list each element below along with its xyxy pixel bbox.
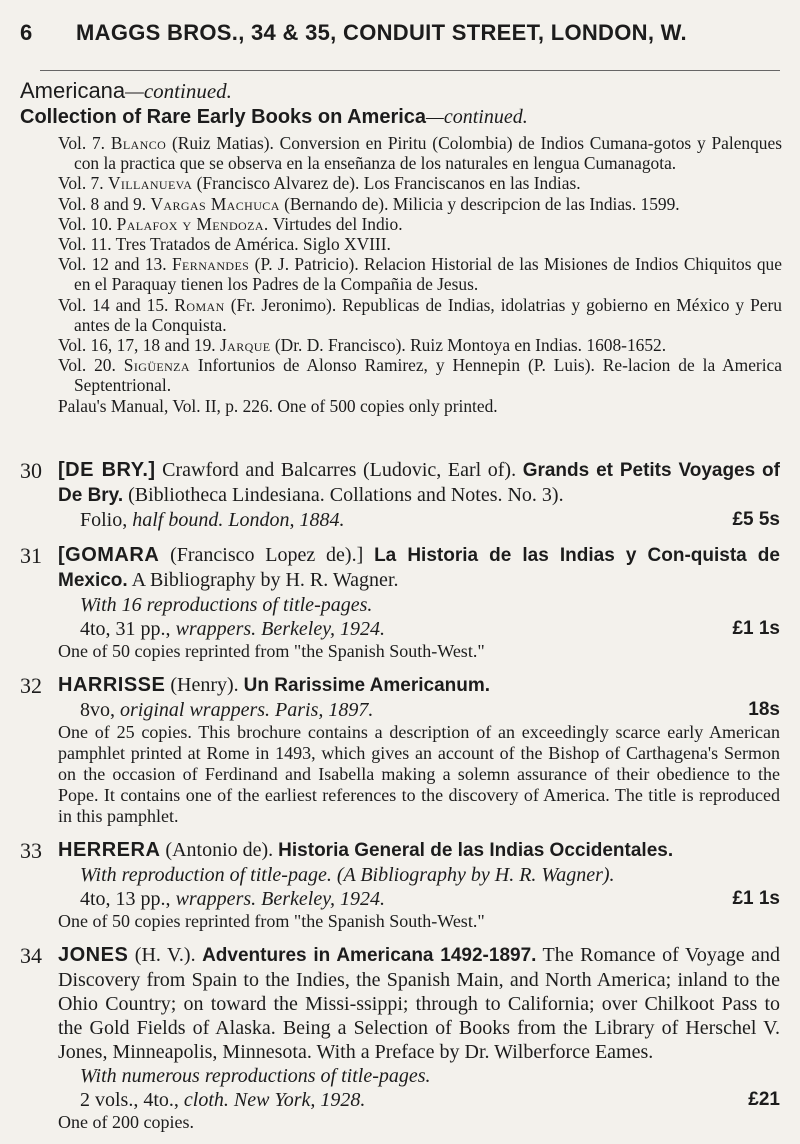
entry-note: One of 200 copies. (58, 1112, 194, 1132)
volume-entries (58, 133, 782, 396)
section-title: Americana (20, 78, 126, 103)
entry-author: [DE BRY.] (58, 459, 156, 481)
entry-heading (58, 673, 780, 698)
volume-entry (58, 173, 782, 193)
volume-entry (58, 335, 782, 355)
entry-physical (58, 617, 780, 641)
entry-number: 33 (20, 838, 42, 863)
entry-format: 4to, 31 pp., (80, 618, 176, 640)
illustrations-text: With 16 reproductions of title-pages. (80, 594, 373, 616)
entry-note: One of 50 copies reprinted from "the Spanish South-West." (58, 641, 485, 661)
volume-author: Fernandes (171, 254, 250, 275)
entry-physical (58, 1088, 780, 1112)
entry-binding: wrappers. (175, 888, 257, 910)
volume-text: (P. J. Patricio). Relacion Historial de las Misiones de Indios Chiquitos que en el Paraquay tienen los Padres de la Compañia de Jesus. (74, 254, 782, 295)
entry-text: (Antonio de). (160, 839, 279, 861)
entry-imprint: London, 1884. (228, 509, 345, 531)
illustrations-text: With reproduction of title-page. (A Bibliography by H. R. Wagner). (80, 864, 615, 886)
entry-number: 31 (20, 543, 42, 568)
catalogue-entry (20, 673, 780, 827)
entry-binding: wrappers. (175, 618, 257, 640)
catalogue-entry (20, 943, 780, 1133)
entry-title: Grands et Petits Voyages of De Bry. (58, 460, 780, 506)
entry-binding: original wrappers. (120, 699, 271, 721)
entry-body (58, 838, 780, 932)
volume-entry (58, 133, 782, 173)
entry-imprint: New York, 1928. (233, 1089, 366, 1111)
catalogue-entry (20, 543, 780, 662)
entry-heading (58, 943, 780, 1064)
volume-number: Vol. 11. (58, 234, 116, 255)
entry-author: JONES (58, 944, 129, 966)
entry-title: Un Rarissime Americanum. (243, 675, 491, 696)
volume-author: Jarque (220, 335, 271, 356)
entry-number: 30 (20, 458, 42, 483)
volume-text: (Ruiz Matias). Conversion en Piritu (Colombia) de Indios Cumana-gotos y Palenques con la practica que se observa en la enseñanza de los naturales en lengua Cumanagota. (74, 133, 782, 174)
volume-number: Vol. 20. (58, 355, 124, 376)
entry-price: £5 5s (732, 509, 780, 530)
volume-author: Villanueva (107, 173, 193, 194)
volume-text: Infortunios de Alonso Ramirez, y Hennepin (P. Luis). Re-lacion de la America Septentrional. (74, 355, 782, 396)
entry-text: The Romance of Voyage and Discovery from Spain to the Indies, the Spanish Main, and North America; inland to the Ohio Country; on toward the Missi-ssippi; through to California; over Chilkoot Pass to the Gold Fields of Alaska. Being a Selection of Books from the Library of Herschel V. Jones, Minneapolis, Minnesota. With a Preface by Dr. Wilberforce Eames. (58, 944, 780, 1063)
volume-text: (Fr. Jeronimo). Republicas de Indias, idolatrias y gobierno en México y Peru antes de la Conquista. (74, 294, 782, 335)
page-number: 6 (20, 20, 33, 45)
illustrations-text: With numerous reproductions of title-pages. (80, 1065, 431, 1087)
entry-format: Folio, (80, 509, 133, 531)
volume-author: Palafox y Mendoza. (116, 213, 269, 234)
volume-entry (58, 214, 782, 234)
volume-text: Virtudes del Indio. (272, 213, 403, 234)
entry-text: A Bibliography by H. R. Wagner. (127, 569, 399, 591)
entry-imprint: Berkeley, 1924. (261, 618, 385, 640)
volume-entry (58, 355, 782, 395)
collection-title: Collection of Rare Early Books on America (20, 106, 427, 128)
volume-number: Vol. 8 and 9. (58, 193, 151, 214)
volume-number: Vol. 7. (58, 173, 108, 194)
volume-text: (Francisco Alvarez de). Los Franciscanos en las Indias. (196, 173, 581, 194)
catalogue-entry (20, 458, 780, 532)
entry-binding: cloth. (183, 1089, 229, 1111)
entry-title: Historia General de las Indias Occidentales. (278, 840, 674, 861)
collection-heading (20, 106, 528, 129)
volume-number: Vol. 14 and 15. (58, 294, 175, 315)
volume-list (58, 133, 782, 416)
publisher-line: MAGGS BROS., 34 & 35, CONDUIT STREET, LONDON, W. (76, 20, 687, 45)
section-heading (20, 78, 232, 104)
entry-illustrations (58, 863, 780, 887)
collection-continued: —continued. (426, 106, 528, 128)
entry-author: [GOMARA (58, 544, 160, 566)
volume-number: Vol. 16, 17, 18 and 19. (58, 335, 220, 356)
volume-author: Blanco (110, 133, 167, 153)
entry-note: One of 25 copies. This brochure contains a description of an exceedingly scarce early American pamphlet printed at Rome in 1493, which gives an account of the Bishop of Carthagena's Sermon on the occasion of Ferdinand and Isabella making a solemn assurance of their obedience to the Pope. It contains one of the earliest references to the discovery of America. The title is reproduced in this pamphlet. (58, 722, 780, 826)
entry-number: 34 (20, 943, 42, 968)
entry-text: Crawford and Balcarres (Ludovic, Earl of). (155, 459, 523, 481)
entry-price: £1 1s (732, 618, 780, 639)
entry-text: (H. V.). (128, 944, 203, 966)
volume-author: Sigüenza (123, 355, 190, 376)
volume-number: Vol. 10. (58, 213, 117, 234)
entry-title: Adventures in Americana 1492-1897. (202, 945, 537, 966)
palau-note: Palau's Manual, Vol. II, p. 226. One of 500 copies only printed. (58, 395, 498, 416)
entry-heading (58, 543, 780, 593)
entry-author: HERRERA (58, 839, 161, 861)
entry-price: 18s (748, 699, 780, 720)
entry-author: HARRISSE (58, 674, 166, 696)
entry-text: (Francisco Lopez de).] (159, 544, 375, 566)
entry-binding: half bound. (132, 509, 224, 531)
entry-text: (Henry). (165, 674, 244, 696)
volume-author: Vargas Machuca (150, 193, 280, 214)
entry-price: £1 1s (732, 888, 780, 909)
entry-body (58, 673, 780, 827)
volume-entry (58, 254, 782, 294)
entry-heading (58, 458, 780, 508)
entry-note: One of 50 copies reprinted from "the Spanish South-West." (58, 911, 485, 931)
catalogue-entry (20, 838, 780, 932)
entry-title: La Historia de las Indias y Con-quista de Mexico. (58, 545, 780, 591)
entry-number: 32 (20, 673, 42, 698)
entry-format: 2 vols., 4to., (80, 1089, 184, 1111)
entry-body (58, 458, 780, 532)
entry-illustrations (58, 1064, 780, 1088)
entry-price: £21 (748, 1089, 780, 1110)
volume-entry (58, 194, 782, 214)
catalogue-entries (20, 458, 780, 1144)
entry-heading (58, 838, 780, 863)
entry-physical (58, 508, 780, 532)
section-continued: —continued. (125, 79, 232, 103)
entry-imprint: Paris, 1897. (275, 699, 374, 721)
entry-text: (Bibliotheca Lindesiana. Collations and Notes. No. 3). (123, 484, 564, 506)
running-head (20, 20, 780, 46)
volume-entry (58, 234, 782, 254)
entry-body (58, 943, 780, 1133)
entry-format: 8vo, (80, 699, 120, 721)
entry-physical (58, 698, 780, 722)
volume-text: (Bernando de). Milicia y descripcion de las Indias. 1599. (284, 193, 680, 214)
entry-format: 4to, 13 pp., (80, 888, 176, 910)
volume-number: Vol. 12 and 13. (58, 254, 172, 275)
volume-entry (58, 295, 782, 335)
entry-illustrations (58, 593, 780, 617)
entry-body (58, 543, 780, 662)
volume-text: Tres Tratados de América. Siglo XVIII. (115, 234, 391, 255)
entry-physical (58, 887, 780, 911)
volume-author: Roman (174, 294, 225, 315)
volume-number: Vol. 7. (58, 133, 111, 153)
volume-text: (Dr. D. Francisco). Ruiz Montoya en Indias. 1608-1652. (274, 335, 667, 356)
header-rule (40, 70, 780, 71)
entry-imprint: Berkeley, 1924. (261, 888, 385, 910)
